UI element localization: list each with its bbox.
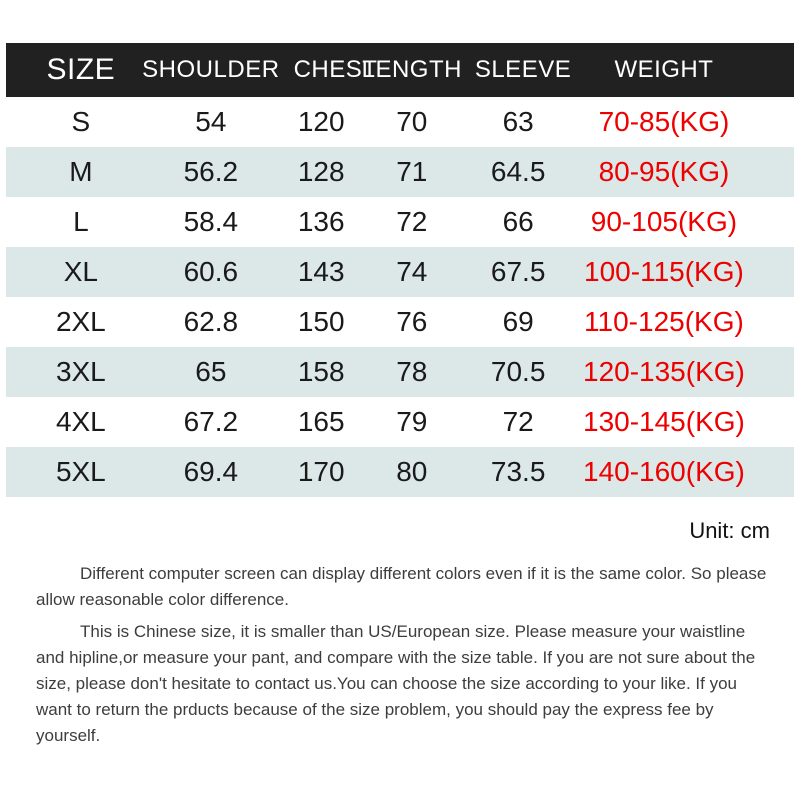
table-row: [6, 147, 794, 197]
cell-sleeve: 66: [502, 206, 534, 237]
cell-weight: 70-85(KG): [598, 106, 730, 137]
spacer-cell: [6, 297, 34, 347]
spacer-cell: [766, 97, 794, 147]
cell-size: 5XL: [55, 456, 106, 487]
unit-label: Unit: cm: [689, 518, 770, 543]
cell-weight: 140-160(KG): [583, 456, 745, 487]
spacer-cell: [6, 97, 34, 147]
cell-length: 76: [396, 306, 428, 337]
table-row: [6, 347, 794, 397]
cell-weight: 80-95(KG): [598, 156, 730, 187]
header-size: SIZE: [46, 53, 116, 86]
cell-size: 3XL: [55, 356, 106, 387]
cell-sleeve: 69: [502, 306, 534, 337]
cell-shoulder: 58.4: [183, 206, 239, 237]
spacer-cell: [766, 347, 794, 397]
cell-shoulder: 54: [195, 106, 227, 137]
cell-sleeve: 72: [502, 406, 534, 437]
table-row: [6, 97, 794, 147]
cell-length: 78: [396, 356, 428, 387]
header-shoulder: SHOULDER: [142, 56, 280, 83]
spacer-cell: [766, 197, 794, 247]
cell-weight: 120-135(KG): [583, 356, 745, 387]
color-disclaimer-note: Different computer screen can display different colors even if it is the same color. So please allow reasonable color difference.: [36, 564, 767, 609]
spacer-cell: [6, 247, 34, 297]
cell-sleeve: 63: [502, 106, 534, 137]
spacer-cell: [6, 447, 34, 497]
table-row: [6, 297, 794, 347]
cell-length: 74: [396, 256, 428, 287]
cell-shoulder: 69.4: [183, 456, 239, 487]
cell-length: 70: [396, 106, 428, 137]
header-weight: WEIGHT: [614, 56, 714, 83]
cell-chest: 128: [297, 156, 345, 187]
cell-weight: 130-145(KG): [583, 406, 745, 437]
spacer-cell: [766, 147, 794, 197]
size-disclaimer-note: This is Chinese size, it is smaller than US/European size. Please measure your waistline and hipline,or measure your pant, and compare with the size table. If you are not sure about the size, please don't hesitate to contact us.You can choose the size according to your like. If you want to return the prducts because of the size problem, you should pay the express fee by yourself.: [36, 622, 756, 745]
cell-shoulder: 60.6: [183, 256, 239, 287]
spacer-cell: [6, 43, 34, 97]
cell-length: 71: [396, 156, 428, 187]
cell-sleeve: 73.5: [490, 456, 546, 487]
cell-size: L: [73, 206, 89, 237]
spacer-cell: [766, 397, 794, 447]
cell-size: M: [69, 156, 93, 187]
spacer-cell: [766, 297, 794, 347]
cell-shoulder: 67.2: [183, 406, 239, 437]
cell-chest: 143: [297, 256, 345, 287]
cell-weight: 110-125(KG): [584, 306, 744, 337]
cell-chest: 165: [297, 406, 345, 437]
cell-sleeve: 67.5: [490, 256, 546, 287]
size-table: [6, 43, 794, 497]
header-chest: CHEST: [293, 56, 378, 83]
spacer-cell: [6, 397, 34, 447]
cell-weight: 90-105(KG): [590, 206, 738, 237]
cell-chest: 150: [297, 306, 345, 337]
header-length: LENGTH: [361, 56, 462, 83]
spacer-cell: [766, 43, 794, 97]
cell-length: 72: [396, 206, 428, 237]
spacer-cell: [766, 447, 794, 497]
header-sleeve: SLEEVE: [474, 56, 572, 83]
table-row: [6, 397, 794, 447]
cell-chest: 136: [297, 206, 345, 237]
cell-weight: 100-115(KG): [584, 256, 744, 287]
cell-length: 80: [396, 456, 428, 487]
cell-shoulder: 65: [195, 356, 227, 387]
table-row: [6, 447, 794, 497]
cell-sleeve: 64.5: [490, 156, 546, 187]
cell-size: 2XL: [55, 306, 106, 337]
spacer-cell: [6, 347, 34, 397]
cell-size: XL: [63, 256, 98, 287]
table-row: [6, 247, 794, 297]
cell-shoulder: 62.8: [183, 306, 239, 337]
cell-sleeve: 70.5: [490, 356, 546, 387]
cell-length: 79: [396, 406, 428, 437]
cell-size: S: [71, 106, 91, 137]
cell-size: 4XL: [55, 406, 106, 437]
spacer-cell: [6, 147, 34, 197]
cell-chest: 120: [297, 106, 345, 137]
cell-chest: 158: [297, 356, 345, 387]
cell-shoulder: 56.2: [183, 156, 239, 187]
spacer-cell: [766, 247, 794, 297]
cell-chest: 170: [297, 456, 345, 487]
table-row: [6, 197, 794, 247]
table-header-row: [6, 43, 794, 97]
spacer-cell: [6, 197, 34, 247]
